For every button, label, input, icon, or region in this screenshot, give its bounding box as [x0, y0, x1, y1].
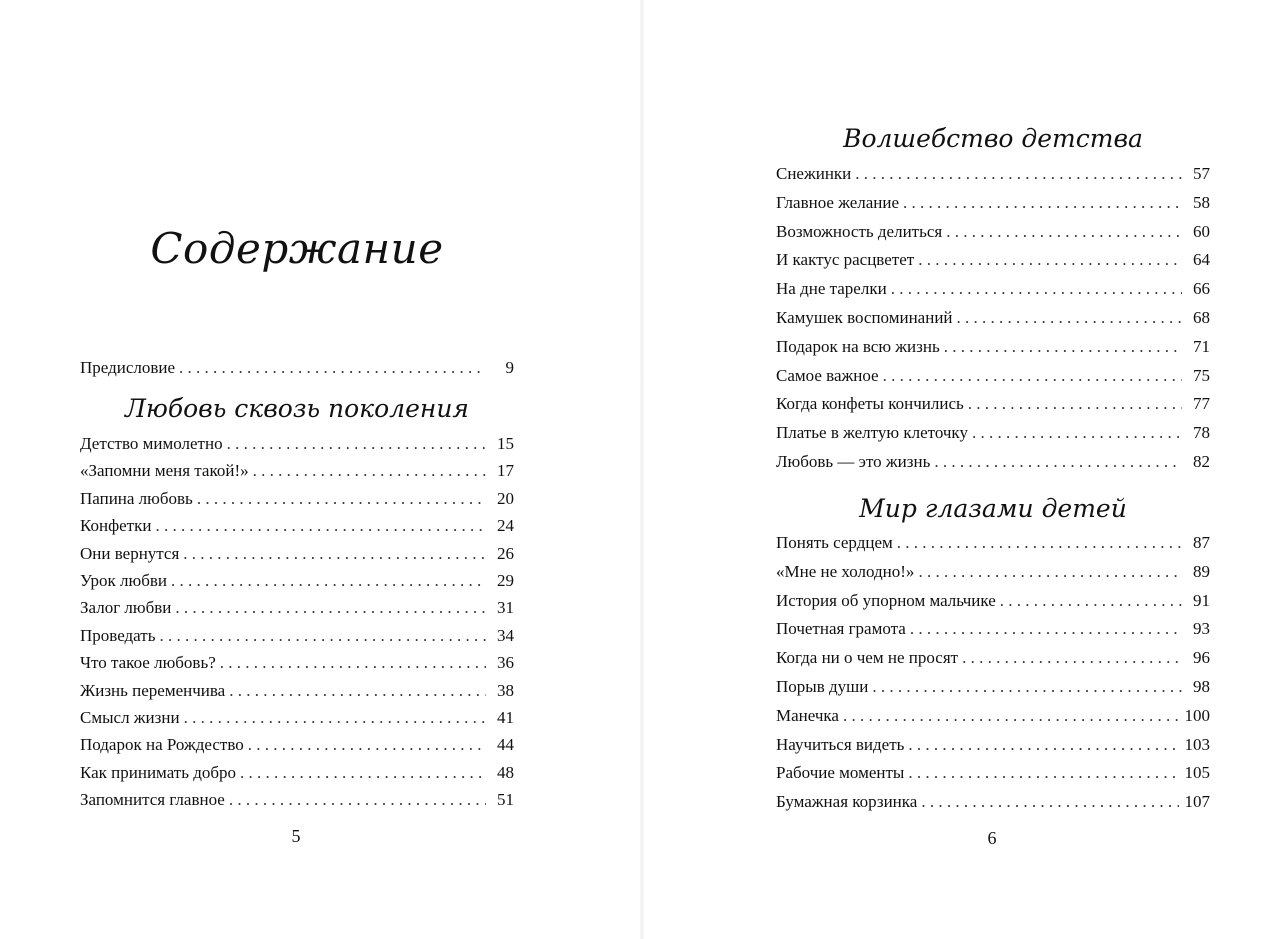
toc-entry-title: И кактус расцветет — [776, 250, 915, 270]
toc-entry-page: 68 — [1193, 307, 1210, 327]
toc-entry-page: 51 — [497, 790, 514, 810]
toc-entry-page: 107 — [1184, 792, 1210, 812]
toc-entry-title: Бумажная корзинка — [776, 792, 918, 812]
toc-entry-title: Что такое любовь? — [80, 653, 216, 673]
toc-entry — [80, 485, 514, 512]
toc-entry-page: 105 — [1184, 763, 1210, 783]
toc-entry-title: Понять сердцем — [776, 533, 893, 552]
section-title-magic-childhood: Волшебство детства — [843, 124, 1143, 153]
toc-entry — [776, 558, 1210, 587]
preface-list — [80, 354, 514, 381]
toc-list-world-children — [776, 529, 1210, 817]
toc-entry-title: Они вернутся — [80, 543, 180, 563]
toc-entry-title: Урок любви — [80, 570, 168, 590]
toc-entry-page: 26 — [497, 543, 514, 563]
toc-entry-page: 29 — [497, 570, 514, 590]
toc-entry-title: Самое важное — [776, 365, 879, 385]
toc-entry-page: 41 — [497, 707, 514, 727]
toc-leader-dots — [159, 622, 486, 649]
toc-leader-dots — [197, 485, 486, 512]
toc-entry-title: Проведать — [80, 625, 156, 645]
toc-leader-dots — [240, 759, 486, 786]
toc-entry — [776, 587, 1210, 616]
toc-entry — [776, 333, 1210, 362]
toc-entry — [80, 430, 514, 457]
toc-entry-page: 91 — [1193, 590, 1210, 610]
toc-entry-title: Детство мимолетно — [80, 434, 223, 453]
toc-entry — [80, 704, 514, 731]
toc-entry-page: 60 — [1193, 221, 1210, 241]
toc-entry — [80, 457, 514, 484]
toc-entry-page: 9 — [505, 358, 514, 377]
toc-entry-title: Когда конфеты кончились — [776, 394, 964, 414]
toc-leader-dots — [918, 558, 1182, 587]
toc-entry — [80, 649, 514, 676]
toc-entry-page: 17 — [497, 461, 514, 481]
toc-entry-page: 64 — [1193, 250, 1210, 270]
toc-entry-page: 103 — [1184, 734, 1210, 754]
toc-entry-title: Подарок на Рождество — [80, 735, 244, 755]
toc-entry-title: Папина любовь — [80, 488, 193, 508]
toc-entry-page: 36 — [497, 653, 514, 673]
toc-list-magic-childhood — [776, 160, 1210, 477]
section-title-love-generations: Любовь сквозь поколения — [125, 394, 469, 423]
toc-entry-title: Главное желание — [776, 192, 900, 212]
toc-entry — [776, 275, 1210, 304]
toc-leader-dots — [910, 615, 1182, 644]
toc-entry — [776, 160, 1210, 189]
toc-list-love-generations — [80, 430, 514, 813]
toc-entry — [776, 448, 1210, 477]
toc-entry-page: 71 — [1193, 336, 1210, 356]
toc-leader-dots — [229, 677, 486, 704]
toc-entry — [776, 362, 1210, 391]
toc-leader-dots — [175, 594, 486, 621]
toc-entry-title: Как принимать добро — [80, 762, 237, 782]
toc-entry-page: 15 — [497, 434, 514, 453]
toc-entry-title: «Мне не холодно!» — [776, 561, 915, 581]
toc-entry — [776, 390, 1210, 419]
toc-entry — [776, 759, 1210, 788]
toc-leader-dots — [921, 788, 1178, 817]
toc-leader-dots — [934, 448, 1182, 477]
toc-leader-dots — [855, 160, 1182, 189]
toc-entry-title: Научиться видеть — [776, 734, 905, 754]
toc-entry — [80, 759, 514, 786]
toc-leader-dots — [891, 275, 1182, 304]
toc-entry-title: «Запомни меня такой!» — [80, 461, 249, 481]
toc-entry-title: Когда ни о чем не просят — [776, 648, 959, 668]
toc-entry-page: 31 — [497, 598, 514, 618]
toc-entry-page: 38 — [497, 680, 514, 700]
toc-entry — [776, 246, 1210, 275]
toc-leader-dots — [179, 354, 486, 381]
toc-entry-page: 20 — [497, 488, 514, 508]
toc-entry-page: 75 — [1193, 365, 1210, 385]
section-title-world-children: Мир глазами детей — [859, 494, 1127, 523]
toc-entry-title: Платье в желтую клеточку — [776, 423, 968, 443]
toc-entry-title: Возможность делиться — [776, 221, 943, 241]
toc-leader-dots — [908, 731, 1178, 760]
toc-entry — [776, 419, 1210, 448]
toc-entry-preface — [80, 354, 514, 381]
toc-leader-dots — [872, 673, 1182, 702]
toc-entry — [776, 731, 1210, 760]
toc-entry-page: 48 — [497, 762, 514, 782]
toc-entry-page: 93 — [1193, 619, 1210, 639]
toc-leader-dots — [183, 540, 486, 567]
toc-leader-dots — [968, 390, 1182, 419]
toc-leader-dots — [227, 430, 486, 457]
toc-entry-title: Камушек воспоминаний — [776, 307, 953, 327]
toc-entry — [776, 788, 1210, 817]
toc-entry — [776, 304, 1210, 333]
toc-leader-dots — [944, 333, 1182, 362]
toc-entry-title: Залог любви — [80, 598, 172, 618]
toc-entry-page: 66 — [1193, 279, 1210, 299]
toc-entry-title: Почетная грамота — [776, 619, 906, 639]
toc-entry-page: 34 — [497, 625, 514, 645]
toc-entry-page: 87 — [1193, 533, 1210, 552]
toc-entry-title: Запомнится главное — [80, 790, 225, 810]
toc-entry — [80, 622, 514, 649]
page-number: 5 — [291, 826, 301, 846]
toc-leader-dots — [1000, 587, 1182, 616]
toc-entry-page: 96 — [1193, 648, 1210, 668]
toc-entry-title: Конфетки — [80, 516, 152, 536]
toc-entry — [776, 702, 1210, 731]
toc-entry — [80, 786, 514, 813]
toc-leader-dots — [155, 512, 486, 539]
toc-entry-title: Порыв души — [776, 676, 869, 696]
toc-entry-title: Подарок на всю жизнь — [776, 336, 940, 356]
contents-title: Содержание — [150, 224, 444, 273]
toc-entry-title: Смысл жизни — [80, 707, 180, 727]
toc-entry-page: 24 — [497, 516, 514, 536]
toc-entry — [776, 673, 1210, 702]
toc-leader-dots — [248, 731, 486, 758]
toc-leader-dots — [962, 644, 1182, 673]
toc-entry-title: Снежинки — [776, 164, 852, 183]
toc-entry-page: 98 — [1193, 676, 1210, 696]
toc-entry-title: Предисловие — [80, 358, 176, 377]
toc-entry — [80, 677, 514, 704]
toc-entry-title: Жизнь переменчива — [80, 680, 226, 700]
toc-entry-title: Манечка — [776, 705, 839, 725]
toc-leader-dots — [957, 304, 1182, 333]
toc-leader-dots — [184, 704, 486, 731]
toc-entry-page: 44 — [497, 735, 514, 755]
toc-entry-title: На дне тарелки — [776, 279, 887, 299]
toc-leader-dots — [883, 362, 1182, 391]
toc-entry-page: 77 — [1193, 394, 1210, 414]
toc-entry — [80, 594, 514, 621]
toc-entry — [776, 644, 1210, 673]
toc-entry-title: История об упорном мальчике — [776, 590, 996, 610]
toc-entry-title: Любовь — это жизнь — [776, 451, 931, 471]
toc-entry-title: Рабочие моменты — [776, 763, 905, 783]
page-number: 6 — [987, 828, 997, 848]
toc-leader-dots — [229, 786, 486, 813]
toc-entry-page: 89 — [1193, 561, 1210, 581]
toc-leader-dots — [908, 759, 1178, 788]
toc-leader-dots — [897, 529, 1182, 558]
toc-entry — [776, 615, 1210, 644]
toc-leader-dots — [946, 218, 1182, 247]
toc-entry — [80, 512, 514, 539]
toc-entry-page: 82 — [1193, 451, 1210, 471]
toc-entry — [776, 189, 1210, 218]
toc-entry-page: 78 — [1193, 423, 1210, 443]
toc-leader-dots — [918, 246, 1182, 275]
toc-entry-page: 57 — [1193, 164, 1210, 183]
toc-leader-dots — [220, 649, 486, 676]
toc-entry — [80, 567, 514, 594]
toc-leader-dots — [843, 702, 1179, 731]
toc-entry-page: 58 — [1193, 192, 1210, 212]
toc-entry — [80, 731, 514, 758]
toc-entry — [80, 540, 514, 567]
toc-leader-dots — [253, 457, 486, 484]
toc-leader-dots — [171, 567, 486, 594]
toc-leader-dots — [903, 189, 1182, 218]
right-page — [642, 0, 1284, 939]
toc-leader-dots — [972, 419, 1182, 448]
toc-entry — [776, 529, 1210, 558]
toc-entry-page: 100 — [1184, 705, 1210, 725]
toc-entry — [776, 218, 1210, 247]
